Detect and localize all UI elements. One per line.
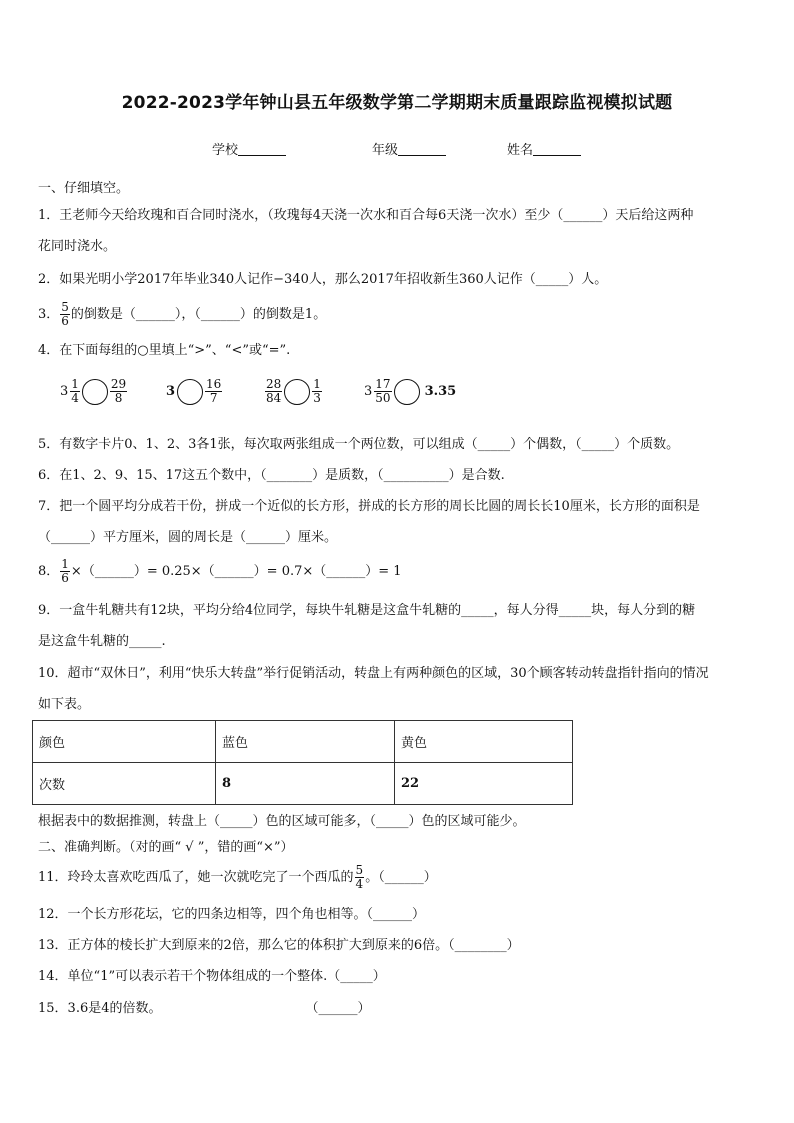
fraction: $\frac{16}{7}$ — [206, 377, 222, 405]
compare-circle[interactable] — [177, 379, 203, 405]
school-label: 学校 — [212, 143, 239, 158]
grade-label: 年级 — [372, 143, 399, 158]
question-11-text: 11．玲玲太喜欢吃西瓜了，她一次就吃完了一个西瓜的 — [38, 870, 354, 885]
fraction: $\frac{28}{84}$ — [266, 377, 282, 405]
question-15-answer: （______） — [305, 1001, 371, 1016]
question-10-line-1: 10．超市“双休日”，利用“快乐大转盘”举行促销活动，转盘上有两种颜色的区域，30个顾客转动转盘指针指向的情况 — [38, 666, 709, 681]
compare-group-3 — [264, 378, 323, 405]
table-cell: 22 — [395, 763, 573, 805]
grade-blank — [398, 143, 446, 156]
color-count-table — [32, 720, 573, 805]
table-cell: 蓝色 — [216, 721, 395, 763]
name-label: 姓名 — [507, 143, 534, 158]
school-blank — [238, 143, 286, 156]
question-7-line-2: （______）平方厘米，圆的周长是（______）厘米。 — [38, 530, 338, 545]
question-11 — [38, 864, 437, 891]
question-14: 14．单位“1”可以表示若干个物体组成的一个整体.（_____） — [38, 969, 386, 984]
section-1-heading: 一、仔细填空。 — [38, 181, 130, 196]
question-3-label: 3． — [38, 307, 60, 322]
question-3-text: 的倒数是（______），（______）的倒数是1。 — [70, 307, 327, 322]
question-8 — [38, 558, 402, 585]
table-cell: 颜色 — [33, 721, 216, 763]
question-10-line-2: 如下表。 — [38, 697, 91, 712]
fraction: $\frac{5}{4}$ — [355, 863, 364, 891]
question-3 — [38, 301, 326, 328]
compare-circle[interactable] — [82, 379, 108, 405]
compare-circle[interactable] — [284, 379, 310, 405]
name-field — [507, 139, 581, 158]
question-5: 5．有数字卡片0、1、2、3各1张，每次取两张组成一个两位数，可以组成（_____）个偶数，（_____）个质数。 — [38, 437, 680, 452]
question-9-line-1: 9．一盒牛轧糖共有12块，平均分给4位同学，每块牛轧糖是这盒牛轧糖的_____，每人分得_____块，每人分到的糖 — [38, 603, 696, 618]
question-8-text: ×（______）= 0.25×（______）= 0.7×（______）= 1 — [70, 564, 402, 579]
question-2: 2．如果光明小学2017年毕业340人记作−340人，那么2017年招收新生360人记作（_____）人。 — [38, 272, 608, 287]
question-8-label: 8． — [38, 564, 60, 579]
fraction: $\frac{29}{8}$ — [110, 377, 127, 405]
fraction: $\frac{17}{50}$ — [375, 377, 391, 405]
compare-group-4: 3 $\frac{17}{50}$ 3.35 — [364, 377, 457, 405]
table-cell: 次数 — [33, 763, 216, 805]
table-cell: 8 — [216, 763, 395, 805]
question-1-line-1: 1．王老师今天给玫瑰和百合同时浇水，（玫瑰每4天浇一次水和百合每6天浇一次水）至少（______）天后给这两种 — [38, 208, 694, 223]
table-row — [33, 721, 573, 763]
question-13: 13．正方体的棱长扩大到原来的2倍，那么它的体积扩大到原来的6倍。（________） — [38, 938, 520, 953]
question-11-answer: 。（______） — [365, 870, 437, 885]
school-field — [212, 139, 286, 158]
fraction: $\frac{1}{6}$ — [61, 557, 69, 585]
question-4: 4．在下面每组的○里填上“>”、“<”或“=”. — [38, 343, 291, 358]
question-6: 6．在1、2、9、15、17这五个数中，（_______）是质数，（__________）是合数. — [38, 468, 505, 483]
compare-circle[interactable] — [394, 379, 420, 405]
table-cell: 黄色 — [395, 721, 573, 763]
question-9-line-2: 是这盒牛轧糖的_____. — [38, 634, 166, 649]
question-12: 12．一个长方形花坛，它的四条边相等，四个角也相等。（______） — [38, 907, 426, 922]
grade-field — [372, 139, 446, 158]
question-10-line-3: 根据表中的数据推测，转盘上（_____）色的区域可能多，（_____）色的区域可能少。 — [38, 814, 526, 829]
fraction: $\frac{5}{6}$ — [61, 300, 69, 328]
page-title: 2022-2023学年钟山县五年级数学第二学期期末质量跟踪监视模拟试题 — [121, 93, 673, 113]
question-15 — [38, 1000, 371, 1018]
name-blank — [533, 143, 581, 156]
section-2-heading: 二、准确判断。（对的画“ √ ”，错的画“×”） — [38, 840, 294, 855]
fraction: $\frac{1}{3}$ — [313, 377, 321, 405]
compare-group-2: 3 $\frac{16}{7}$ — [166, 377, 222, 405]
table-row — [33, 763, 573, 805]
question-7-line-1: 7．把一个圆平均分成若干份，拼成一个近似的长方形，拼成的长方形的周长比圆的周长长10厘米，长方形的面积是 — [38, 499, 700, 514]
compare-group-1: 3 $\frac{1}{4}$ $\frac{29}{8}$ — [60, 377, 127, 405]
question-15-text: 15．3.6是4的倍数。 — [38, 1001, 162, 1016]
fraction: $\frac{1}{4}$ — [71, 377, 79, 405]
question-1-line-2: 花同时浇水。 — [38, 239, 117, 254]
